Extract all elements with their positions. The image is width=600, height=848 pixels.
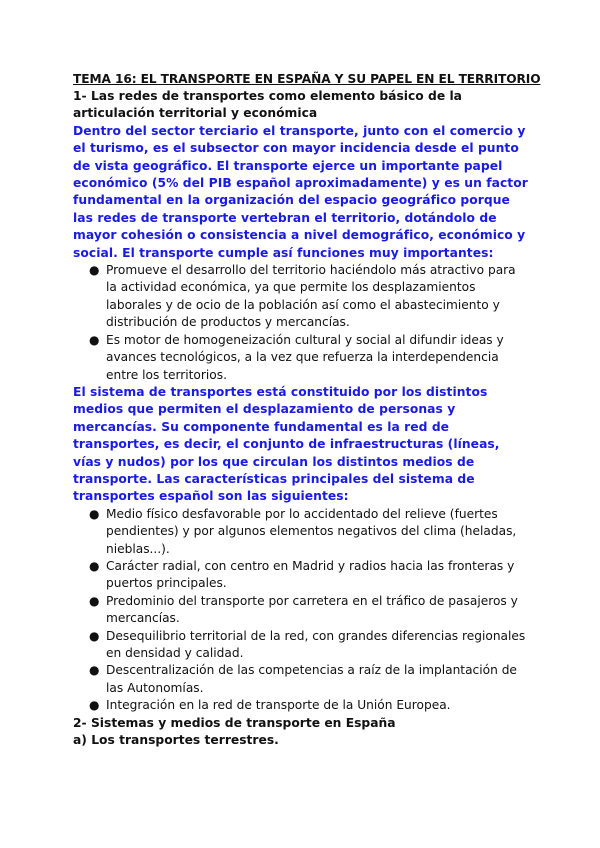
list-item bbox=[89, 262, 530, 332]
list-item bbox=[89, 628, 530, 663]
system-paragraph: El sistema de transportes está constituido por los distintos medios que permiten el desplazamiento de personas y mercancías. Su componente fundamental es la red de transportes, es decir, el conjunto de infraestructuras (líneas, vías y nudos) por los que circulan los distintos medios de transporte. Las características principales del sistema de transportes español son las siguientes: bbox=[73, 384, 500, 504]
list-item-text: Descentralización de las competencias a raíz de la implantación de las Autonomías. bbox=[106, 663, 517, 695]
list-item bbox=[89, 506, 530, 558]
list-item bbox=[89, 662, 530, 697]
characteristics-list bbox=[73, 506, 530, 715]
bullet-icon: ● bbox=[89, 558, 100, 573]
list-item-text: Predominio del transporte por carretera en el tráfico de pasajeros y mercancías. bbox=[106, 593, 518, 626]
list-item bbox=[89, 332, 530, 384]
list-item-text: Desequilibrio territorial de la red, con grandes diferencias regionales en densidad y calidad. bbox=[106, 628, 526, 660]
list-item-text: Medio físico desfavorable por lo accidentado del relieve (fuertes pendientes) y por algunos elementos negativos del clima (heladas, nieblas...). bbox=[106, 506, 517, 556]
list-item-text: Es motor de homogeneización cultural y social al difundir ideas y avances tecnológicos, a la vez que refuerza la interdependencia entre los territorios. bbox=[106, 332, 504, 382]
bullet-icon: ● bbox=[89, 263, 100, 278]
bullet-icon: ● bbox=[89, 663, 100, 678]
document-title: TEMA 16: EL TRANSPORTE EN ESPAÑA Y SU PAPEL EN EL TERRITORIO bbox=[73, 72, 541, 86]
intro-paragraph: Dentro del sector terciario el transporte, junto con el comercio y el turismo, es el subsector con mayor incidencia desde el punto de vista geográfico. El transporte ejerce un importante papel económico (5% del PIB español aproximadamente) y es un factor fundamental en la organización del espacio geográfico porque las redes de transporte vertebran el territorio, dotándolo de mayor cohesión o consistencia a nivel demográfico, económico y social. El transporte cumple así funciones muy importantes: bbox=[73, 123, 528, 260]
subsection-a-heading: a) Los transportes terrestres. bbox=[73, 733, 279, 748]
list-item-text: Integración en la red de transporte de la Unión Europea. bbox=[106, 698, 451, 713]
list-item bbox=[89, 593, 530, 628]
bullet-icon: ● bbox=[89, 332, 100, 347]
section-1-heading: 1- Las redes de transportes como elemento básico de la articulación territorial y económica bbox=[73, 89, 462, 121]
list-item-text: Carácter radial, con centro en Madrid y radios hacia las fronteras y puertos principales. bbox=[106, 558, 515, 591]
list-item bbox=[89, 697, 530, 714]
bullet-icon: ● bbox=[89, 593, 100, 608]
functions-list bbox=[73, 262, 530, 384]
list-item-text: Promueve el desarrollo del territorio haciéndolo más atractivo para la actividad económica, ya que permite los desplazamientos laborales y de ocio de la población así como el abastecimiento y distribución de productos y mercancías. bbox=[106, 263, 516, 330]
bullet-icon: ● bbox=[89, 628, 100, 643]
list-item bbox=[89, 558, 530, 593]
bullet-icon: ● bbox=[89, 506, 100, 521]
section-2-heading: 2- Sistemas y medios de transporte en España bbox=[73, 715, 396, 730]
bullet-icon: ● bbox=[89, 698, 100, 713]
